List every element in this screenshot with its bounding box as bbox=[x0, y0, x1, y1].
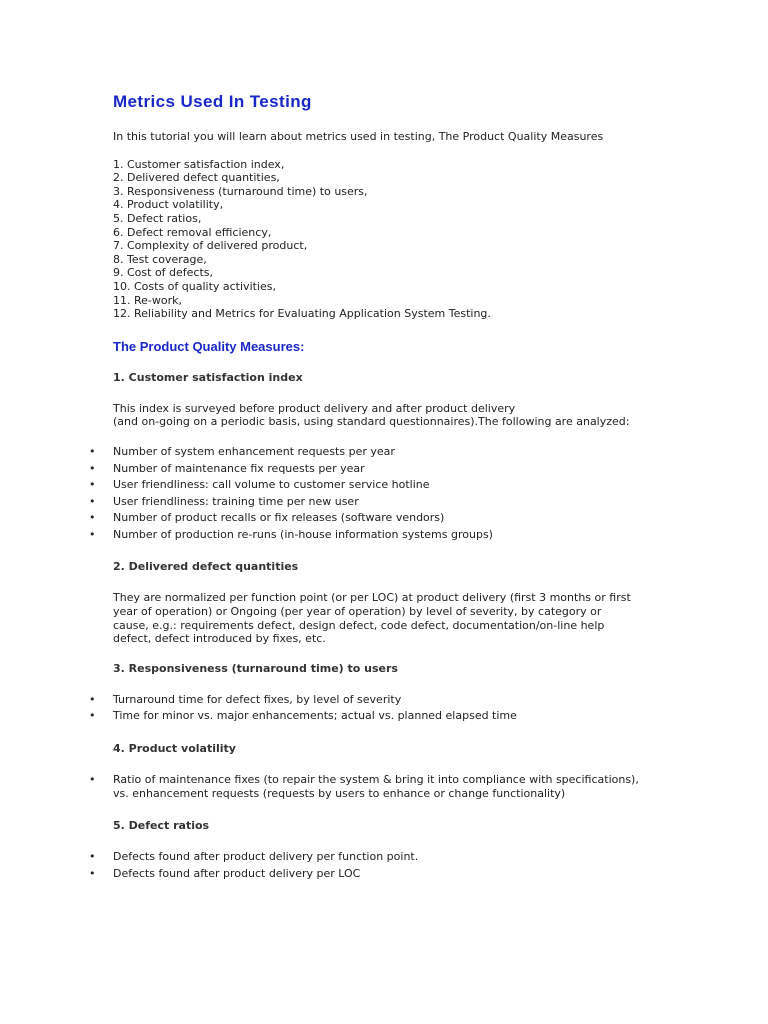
bullet-icon: • bbox=[89, 494, 96, 508]
bullet-text: Turnaround time for defect fixes, by level of severity bbox=[113, 692, 402, 706]
sub-heading-delivered-defect-quantities: 2. Delivered defect quantities bbox=[113, 560, 299, 574]
bullet-icon: • bbox=[89, 773, 96, 787]
bullet-icon: • bbox=[89, 444, 96, 458]
bullet-list-product-volatility bbox=[89, 773, 673, 800]
list-item: 3. Responsiveness (turnaround time) to users, bbox=[113, 184, 368, 198]
metrics-numbered-list bbox=[113, 158, 673, 321]
sub-heading-responsiveness: 3. Responsiveness (turnaround time) to users bbox=[113, 661, 398, 675]
list-item: 2. Delivered defect quantities, bbox=[113, 171, 280, 185]
bullet-icon: • bbox=[89, 709, 96, 723]
bullet-item bbox=[89, 461, 673, 476]
list-item: 7. Complexity of delivered product, bbox=[113, 239, 308, 253]
bullet-item bbox=[89, 709, 673, 723]
bullet-item bbox=[89, 692, 673, 707]
bullet-text: Defects found after product delivery per LOC bbox=[113, 866, 361, 880]
bullet-text: Ratio of maintenance fixes (to repair the system & bring it into compliance with specifications), vs. enhancement requests (requests by users to enhance or change functionality) bbox=[113, 773, 639, 800]
bullet-text: User friendliness: training time per new user bbox=[113, 494, 359, 508]
bullet-text: Time for minor vs. major enhancements; actual vs. planned elapsed time bbox=[113, 709, 517, 723]
paragraph-customer-satisfaction: This index is surveyed before product delivery and after product delivery (and on-going on a periodic basis, using standard questionnaires).The following are analyzed: bbox=[113, 401, 630, 429]
bullet-icon: • bbox=[89, 511, 96, 525]
page-title: Metrics Used In Testing bbox=[113, 92, 312, 111]
list-item: 1. Customer satisfaction index, bbox=[113, 157, 285, 171]
bullet-list-customer-satisfaction bbox=[89, 444, 673, 542]
bullet-text: Defects found after product delivery per function point. bbox=[113, 850, 419, 864]
bullet-list-responsiveness bbox=[89, 692, 673, 723]
bullet-item bbox=[89, 773, 673, 800]
bullet-icon: • bbox=[89, 527, 96, 541]
section-heading: The Product Quality Measures: bbox=[113, 338, 305, 354]
document-page bbox=[89, 92, 673, 899]
paragraph-delivered-defect-quantities: They are normalized per function point (or per LOC) at product delivery (first 3 months or first year of operation) or Ongoing (per year of operation) by level of severity, by category or cause, e.g.: requirements defect, design defect, code defect, documentation/on-line help defect, defect introduced by fixes, etc. bbox=[113, 591, 631, 646]
list-item: 8. Test coverage, bbox=[113, 252, 207, 266]
list-item: 9. Cost of defects, bbox=[113, 266, 214, 280]
bullet-text: Number of system enhancement requests per year bbox=[113, 444, 395, 458]
list-item: 4. Product volatility, bbox=[113, 198, 224, 212]
bullet-item bbox=[89, 511, 673, 525]
bullet-text: Number of maintenance fix requests per year bbox=[113, 461, 365, 475]
list-item: 11. Re-work, bbox=[113, 293, 182, 307]
list-item: 10. Costs of quality activities, bbox=[113, 279, 276, 293]
bullet-item bbox=[89, 866, 673, 881]
bullet-icon: • bbox=[89, 478, 96, 492]
sub-heading-product-volatility: 4. Product volatility bbox=[113, 742, 236, 756]
bullet-item bbox=[89, 478, 673, 492]
bullet-icon: • bbox=[89, 850, 96, 864]
bullet-item bbox=[89, 444, 673, 459]
bullet-item bbox=[89, 494, 673, 509]
bullet-item bbox=[89, 850, 673, 864]
sub-heading-customer-satisfaction: 1. Customer satisfaction index bbox=[113, 370, 303, 384]
bullet-item bbox=[89, 527, 673, 542]
list-item: 6. Defect removal efficiency, bbox=[113, 225, 272, 239]
list-item: 12. Reliability and Metrics for Evaluating Application System Testing. bbox=[113, 307, 491, 321]
sub-heading-defect-ratios: 5. Defect ratios bbox=[113, 819, 210, 833]
bullet-text: Number of product recalls or fix releases (software vendors) bbox=[113, 511, 445, 525]
bullet-text: User friendliness: call volume to customer service hotline bbox=[113, 478, 430, 492]
bullet-icon: • bbox=[89, 866, 96, 880]
bullet-text: Number of production re-runs (in-house information systems groups) bbox=[113, 527, 493, 541]
bullet-icon: • bbox=[89, 692, 96, 706]
bullet-icon: • bbox=[89, 461, 96, 475]
intro-text: In this tutorial you will learn about metrics used in testing, The Product Quality Measures bbox=[113, 130, 604, 143]
bullet-list-defect-ratios bbox=[89, 850, 673, 880]
list-item: 5. Defect ratios, bbox=[113, 211, 202, 225]
